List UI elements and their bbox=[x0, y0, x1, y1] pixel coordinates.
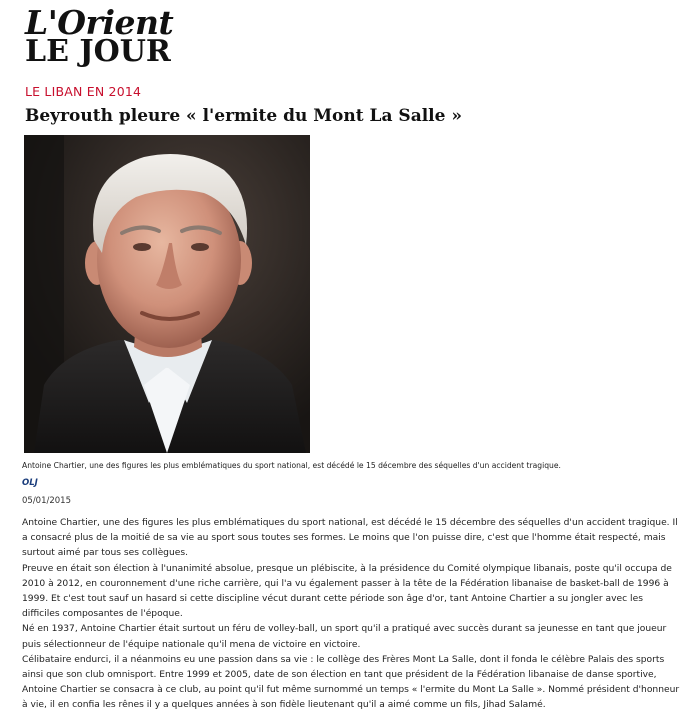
article-headline: Beyrouth pleure « l'ermite du Mont La Salle » bbox=[25, 106, 462, 126]
article-photo bbox=[24, 135, 310, 453]
article-paragraph: Célibataire endurci, il a néanmoins eu une passion dans sa vie : le collège des Frères Mont La Salle, dont il fonda le célèbre Palais des sports ainsi que son club omnisport. Entre 1999 et 2005, date de son élection en tant que président de la Fédération libanaise de danse sportive, Antoine Chartier se consacra à ce club, au point qu'il fut même surnommé un temps « l'ermite du Mont La Salle ». Nommé président d'honneur à vie, il en confia les rênes il y a quelques années à son fidèle lieutenant qu'il a aimé comme un fils, Jihad Salamé. bbox=[22, 654, 680, 711]
masthead-line2: LE JOUR bbox=[25, 34, 171, 69]
article-paragraph: Preuve en était son élection à l'unanimité absolue, presque un plébiscite, à la présidence du Comité olympique libanais, poste qu'il occupa de 2010 à 2012, en couronnement d'une riche carrière, qui l'a vu également passer à la tête de la Fédération libanaise de basket-ball de 1996 à 1999. Et c'est tout sauf un hasard si cette discipline vécut durant cette période son âge d'or, tant Antoine Chartier a su jongler avec les difficiles composantes de l'époque. bbox=[22, 563, 672, 620]
publication-date: 05/01/2015 bbox=[22, 496, 71, 506]
photo-caption: Antoine Chartier, une des figures les plus emblématiques du sport national, est décédé le 15 décembre des séquelles d'un accident tragique. bbox=[22, 461, 561, 470]
section-label[interactable]: LE LIBAN EN 2014 bbox=[25, 84, 142, 99]
masthead-logo[interactable] bbox=[25, 3, 175, 69]
article-body bbox=[22, 516, 682, 714]
article-paragraph: Antoine Chartier, une des figures les plus emblématiques du sport national, est décédé le 15 décembre des séquelles d'un accident tragique. Il a consacré plus de la moitié de sa vie au sport sous toutes ses formes. Le moins que l'on puisse dire, c'est que l'homme était respecté, mais surtout aimé par tous ses collègues. bbox=[22, 518, 678, 559]
portrait-photo-icon bbox=[24, 135, 310, 453]
author-byline[interactable]: OLJ bbox=[22, 478, 38, 488]
masthead-line1: L'Orient bbox=[25, 3, 174, 42]
article-paragraph: Né en 1937, Antoine Chartier était surtout un féru de volley-ball, un sport qu'il a pratiqué avec succès durant sa jeunesse en tant que joueur puis sélectionneur de l'équipe nationale qu'il mena de victoire en victoire. bbox=[22, 624, 667, 650]
